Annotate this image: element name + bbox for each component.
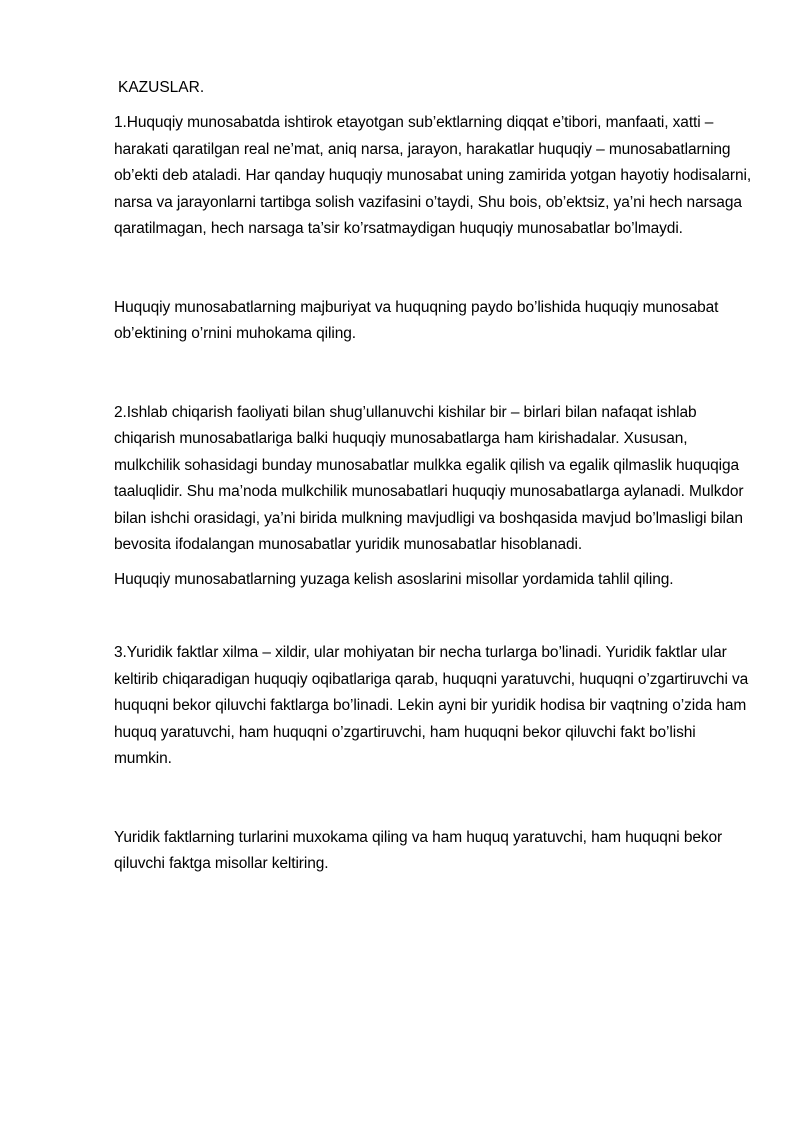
case-3-text: 3.Yuridik faktlar xilma – xildir, ular mohiyatan bir necha turlarga bo’linadi. Yuridik faktlar ular keltirib chiqaradigan huquqiy oqibatlariga qarab, huquqni yaratuvchi, huquqni o’zgartiruvchi va huquqni bekor qiluvchi faktlarga bo’linadi. Lekin ayni bir yuridik hodisa bir vaqtning o’zida ham huquq yaratuvchi, ham huquqni o’zgartiruvchi, ham huquqni bekor qiluvchi fakt bo’lishi mumkin.	[114, 644, 749, 767]
spacer	[114, 243, 754, 295]
document-heading: KAZUSLAR.	[118, 79, 205, 96]
spacer	[114, 559, 754, 567]
document-body	[114, 78, 754, 878]
case-2-text: 2.Ishlab chiqarish faoliyati bilan shug’ullanuvchi kishilar bir – birlari bilan nafaqat ishlab chiqarish munosabatlariga balki huquqiy munosabatlarga ham kirishadalar. Xususan, mulkchilik sohasidagi bunday munosabatlar mulkka egalik qilish va egalik qilmaslik huquqiga taaluqlidir. Shu ma’noda mulkchilik munosabatlari huquqiy munosabatlarga aylanadi. Mulkdor bilan ishchi orasidagi, ya’ni birida mulkning mavjudligi va boshqasida mavjud bo’lmasligi bilan bevosita ifodalangan munosabatlar yuridik munosabatlar hisoblanadi.	[114, 403, 744, 553]
spacer	[114, 773, 754, 825]
case-1-question: Huquqiy munosabatlarning majburiyat va huquqning paydo bo’lishida huquqiy munosabat ob’ektining o’rnini muhokama qiling.	[114, 298, 719, 342]
spacer	[114, 593, 754, 640]
case-1-text: 1.Huquqiy munosabatda ishtirok etayotgan sub’ektlarning diqqat e’tibori, manfaati, xatti –harakati qaratilgan real ne’mat, aniq narsa, jarayon, harakatlar huquqiy – munosabatlarning ob’ekti deb ataladi. Har qanday huquqiy munosabat uning zamirida yotgan hayotiy hodisalarni, narsa va jarayonlarni tartibga solish vazifasini o’taydi, Shu bois, ob’ektsiz, ya’ni hech narsaga qaratilmagan, hech narsaga ta’sir ko’rsatmaydigan huquqiy munosabatlar bo’lmaydi.	[114, 114, 752, 237]
spacer	[114, 348, 754, 400]
case-2-question: Huquqiy munosabatlarning yuzaga kelish asoslarini misollar yordamida tahlil qiling.	[114, 570, 674, 588]
case-3-question: Yuridik faktlarning turlarini muxokama qiling va ham huquq yaratuvchi, ham huquqni bekor qiluvchi faktga misollar keltiring.	[114, 828, 723, 872]
